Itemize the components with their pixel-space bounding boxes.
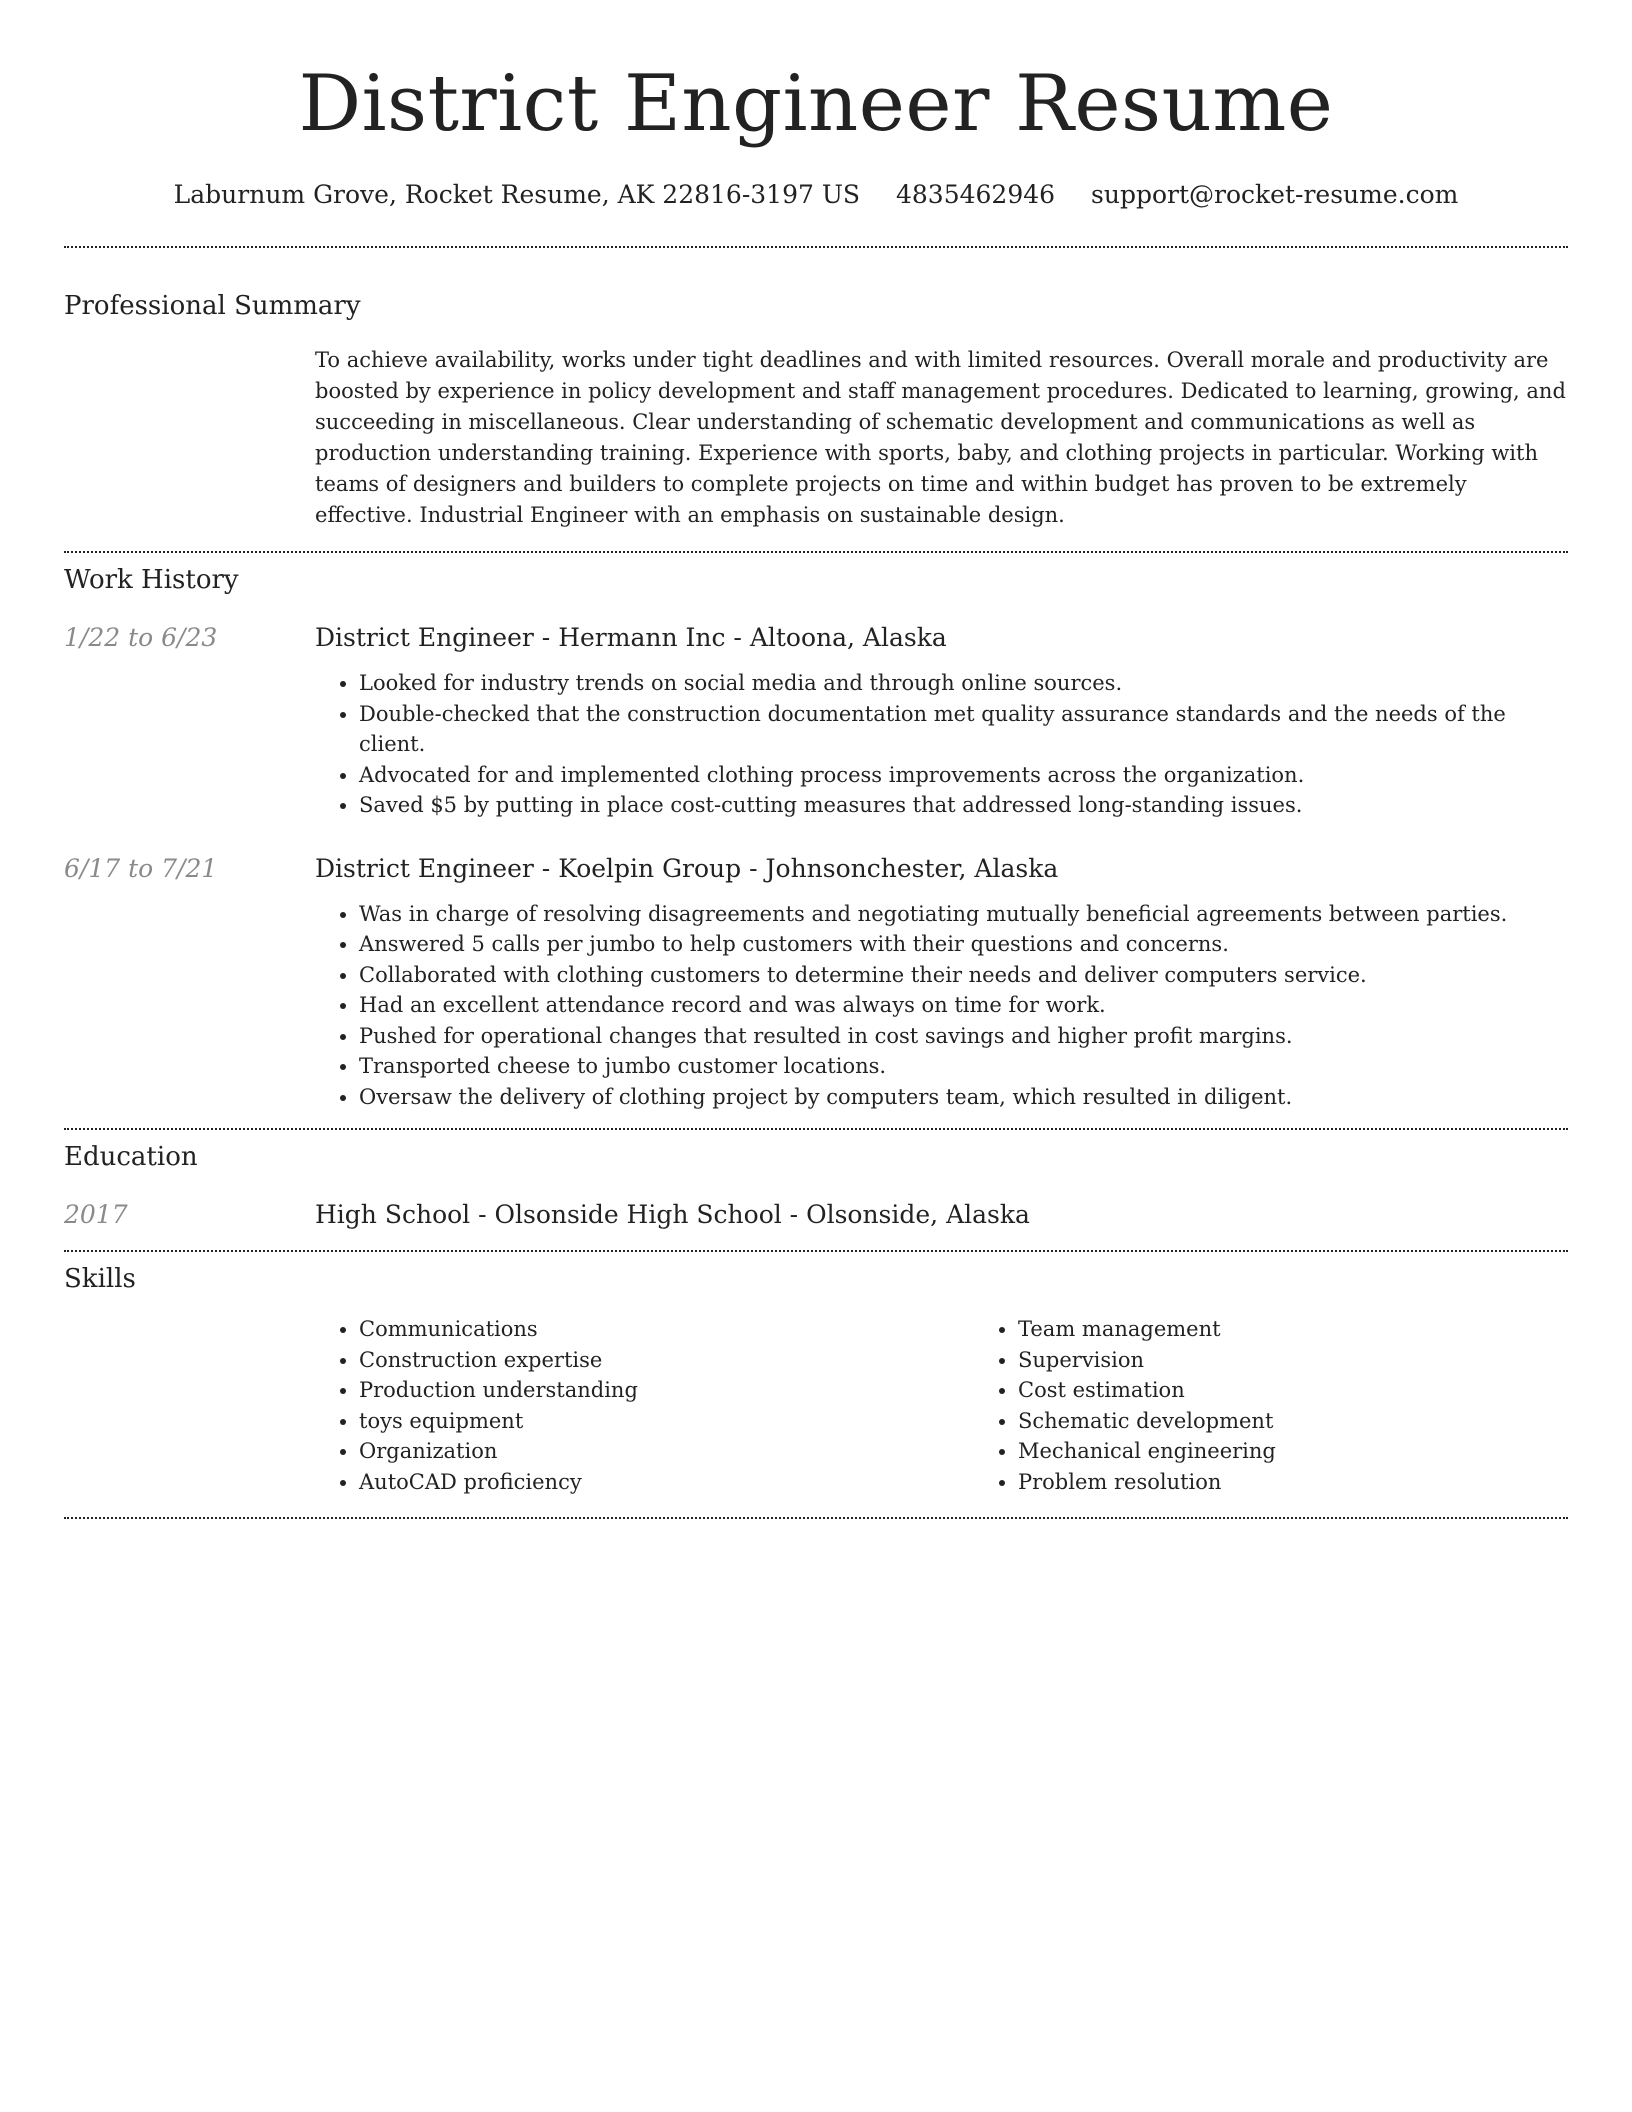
education-section	[64, 1140, 1568, 1232]
skills-list-left	[315, 1314, 974, 1497]
skills-section	[64, 1262, 1568, 1497]
summary-heading: Professional Summary	[64, 291, 361, 321]
contact-email: support@rocket-resume.com	[1091, 180, 1459, 209]
education-title: High School - Olsonside High School - Olsonside, Alaska	[315, 1200, 1030, 1229]
list-item: • Pushed for operational changes that resulted in cost savings and higher profit margins.	[359, 1021, 1568, 1052]
skill-item: • Team management	[1018, 1314, 1632, 1345]
skill-item: • Mechanical engineering	[1018, 1436, 1632, 1467]
skill-item: • Construction expertise	[359, 1345, 974, 1376]
list-item: • Advocated for and implemented clothing process improvements across the organization.	[359, 760, 1568, 791]
job-bullets	[315, 668, 1568, 821]
list-item: • Oversaw the delivery of clothing project by computers team, which resulted in diligent.	[359, 1082, 1568, 1113]
job-bullets	[315, 899, 1568, 1113]
contact-address: Laburnum Grove, Rocket Resume, AK 22816-3197 US	[173, 180, 861, 209]
contact-line	[64, 178, 1568, 212]
skill-item: • Production understanding	[359, 1375, 974, 1406]
skills-list-right	[974, 1314, 1632, 1497]
education-heading: Education	[64, 1142, 198, 1172]
job-dates: 1/22 to 6/23	[64, 623, 218, 652]
skill-item: • AutoCAD proficiency	[359, 1467, 974, 1498]
education-date: 2017	[64, 1200, 128, 1229]
job-dates: 6/17 to 7/21	[64, 853, 218, 883]
summary-text: To achieve availability, works under tight deadlines and with limited resources. Overall morale and productivity are boosted by experience in policy development and staff management procedures. Dedicated to learning, growing, and succeeding in miscellaneous. Clear understanding of schematic development and communications as well as production understanding training. Experience with sports, baby, and clothing projects in particular. Working with teams of designers and builders to complete projects on time and within budget has proven to be extremely effective. Industrial Engineer with an emphasis on sustainable design.	[315, 348, 1566, 527]
divider	[64, 551, 1568, 553]
divider	[64, 1517, 1568, 1519]
resume-page	[64, 0, 1568, 1519]
list-item: • Had an excellent attendance record and was always on time for work.	[359, 990, 1568, 1021]
list-item: • Collaborated with clothing customers to determine their needs and deliver computers service.	[359, 960, 1568, 991]
skill-item: • Cost estimation	[1018, 1375, 1632, 1406]
education-entry	[64, 1198, 1568, 1232]
work-history-section	[64, 563, 1568, 1112]
skill-item: • toys equipment	[359, 1406, 974, 1437]
list-item: • Double-checked that the construction documentation met quality assurance standards and the needs of the client.	[359, 699, 1568, 760]
divider	[64, 246, 1568, 248]
job-title: District Engineer - Koelpin Group - Johnsonchester, Alaska	[315, 853, 1059, 883]
list-item: • Answered 5 calls per jumbo to help customers with their questions and concerns.	[359, 929, 1568, 960]
skill-item: • Schematic development	[1018, 1406, 1632, 1437]
list-item: • Looked for industry trends on social media and through online sources.	[359, 668, 1568, 699]
resume-title: District Engineer Resume	[298, 59, 1334, 149]
job-entry	[64, 852, 1568, 1113]
contact-phone: 4835462946	[896, 180, 1056, 209]
list-item: • Saved $5 by putting in place cost-cutting measures that addressed long-standing issues.	[359, 790, 1568, 821]
list-item: • Transported cheese to jumbo customer locations.	[359, 1051, 1568, 1082]
skills-heading: Skills	[64, 1264, 136, 1294]
skill-item: • Problem resolution	[1018, 1467, 1632, 1498]
skill-item: • Supervision	[1018, 1345, 1632, 1376]
skill-item: • Organization	[359, 1436, 974, 1467]
summary-section	[64, 289, 1568, 531]
list-item: • Was in charge of resolving disagreements and negotiating mutually beneficial agreements between parties.	[359, 899, 1568, 930]
job-entry	[64, 621, 1568, 821]
divider	[64, 1128, 1568, 1130]
work-history-heading: Work History	[64, 565, 239, 595]
skill-item: • Communications	[359, 1314, 974, 1345]
divider	[64, 1250, 1568, 1252]
job-title: District Engineer - Hermann Inc - Altoona, Alaska	[315, 623, 947, 652]
